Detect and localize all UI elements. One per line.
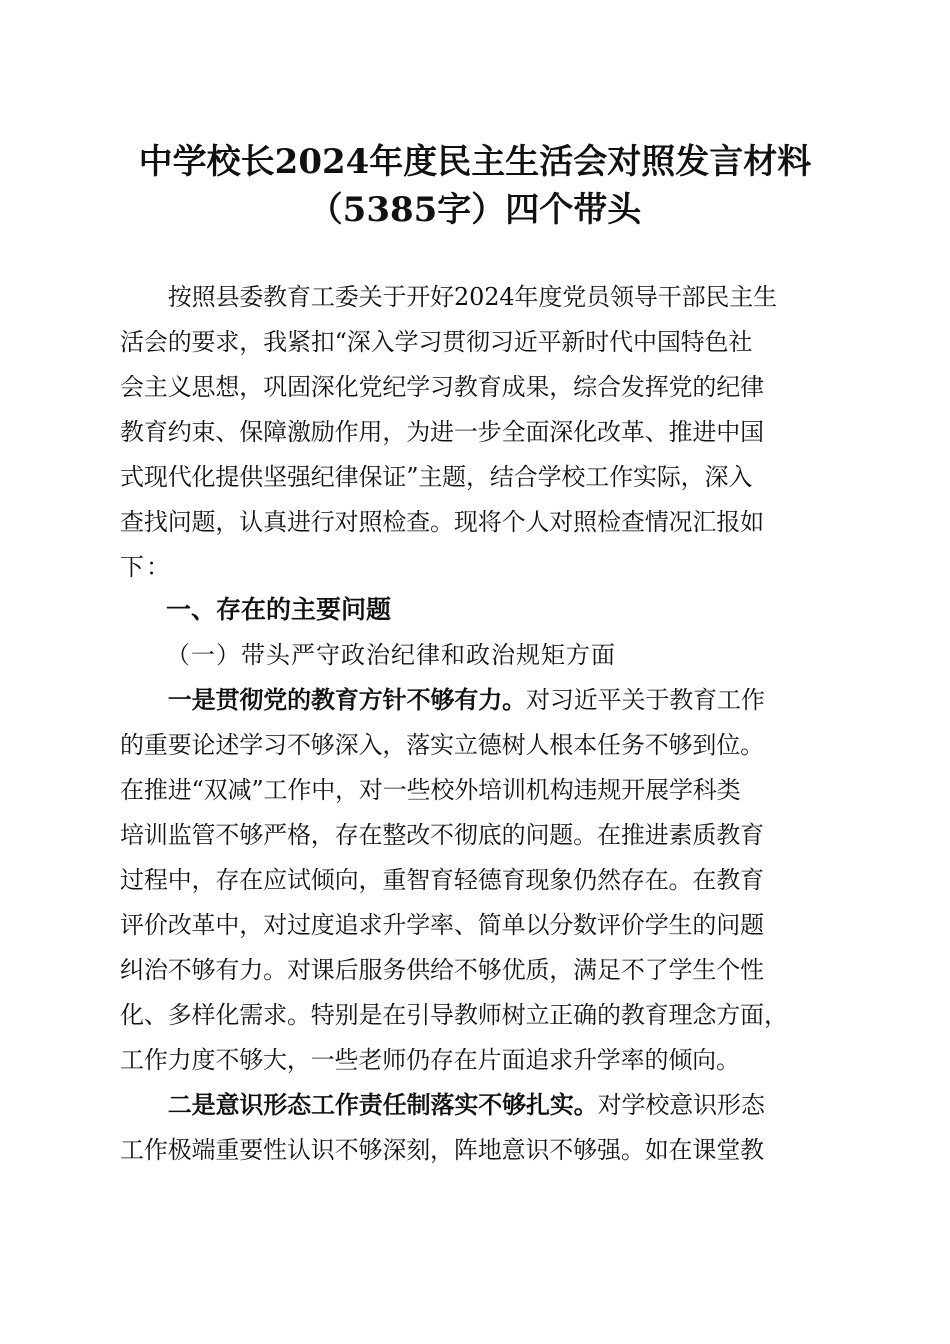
point-1-line: 在推进“双减”工作中，对一些校外培训机构违规开展学科类 [120, 776, 741, 804]
intro-line: 查找问题，认真进行对照检查。现将个人对照检查情况汇报如 [120, 508, 764, 536]
point-1-line: 评价改革中，对过度追求升学率、简单以分数评价学生的问题 [120, 911, 764, 939]
subsection-heading: （一）带头严守政治纪律和政治规矩方面 [166, 641, 616, 669]
point-2-lead: 二是意识形态工作责任制落实不够扎实。 [167, 1090, 598, 1119]
intro-line: 教育约束、保障激励作用，为进一步全面深化改革、推进中国 [120, 418, 764, 446]
point-1-lead: 一是贯彻党的教育方针不够有力。 [167, 685, 526, 714]
document-title-line-1: 中学校长2024年度民主生活会对照发言材料 [138, 142, 812, 182]
intro-line: 式现代化提供坚强纪律保证”主题，结合学校工作实际，深入 [120, 463, 753, 491]
intro-line: 会主义思想，巩固深化党纪学习教育成果，综合发挥党的纪律 [120, 373, 764, 401]
intro-line: 活会的要求，我紧扣“深入学习贯彻习近平新时代中国特色社 [120, 328, 753, 356]
point-2-line: 工作极端重要性认识不够深刻，阵地意识不够强。如在课堂教 [120, 1136, 764, 1164]
point-1-line: 过程中，存在应试倾向，重智育轻德育现象仍然存在。在教育 [120, 866, 764, 894]
point-2-first-line [120, 1083, 832, 1127]
section-heading: 一、存在的主要问题 [166, 595, 392, 624]
point-1-line: 培训监管不够严格，存在整改不彻底的问题。在推进素质教育 [120, 821, 764, 849]
point-2-first-rest: 对学校意识形态 [597, 1091, 765, 1119]
point-1-line: 化、多样化需求。特别是在引导教师树立正确的教育理念方面， [120, 1001, 788, 1029]
point-1-first-rest: 对习近平关于教育工作 [525, 686, 765, 714]
point-1-line: 纠治不够有力。对课后服务供给不够优质，满足不了学生个性 [120, 956, 764, 984]
document-title-line-2: （5385字）四个带头 [308, 190, 642, 230]
intro-line: 按照县委教育工委关于开好2024年度党员领导干部民主生 [120, 283, 778, 311]
point-1-line: 工作力度不够大，一些老师仍存在片面追求升学率的倾向。 [120, 1046, 740, 1074]
intro-line: 下： [120, 553, 172, 581]
point-1-first-line [120, 678, 832, 722]
point-1-line: 的重要论述学习不够深入，落实立德树人根本任务不够到位。 [120, 731, 764, 759]
